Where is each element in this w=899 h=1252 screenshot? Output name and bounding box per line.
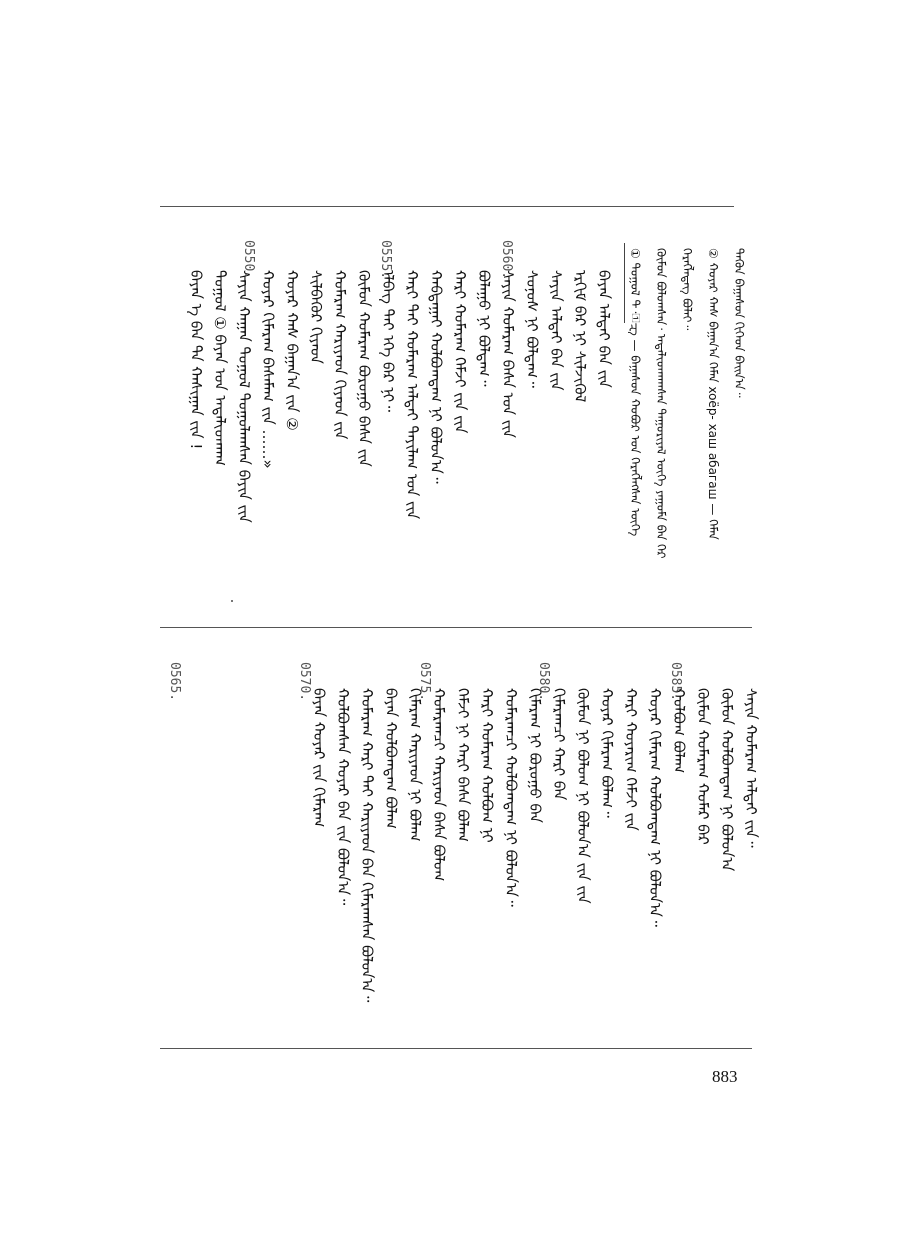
verse-line: ᠰᠠᠶᠢᠨ ᠠᠯᠲᠠᠶ ᠪᠠᠨ ᠵᠢᠨ	[547, 270, 565, 391]
line-number: 0570.	[297, 662, 312, 702]
verse-line: ᠰᠣᠨᠣᠰ ᠨᠢ ᠪᠣᠯᠳᠠᠭ᠃	[523, 270, 541, 388]
verse-line: ᠪᠠᠶᠠᠨ ᠠᠯᠲᠠᠶ ᠪᠠᠨ ᠵᠢᠨ	[595, 270, 613, 388]
verse-line: ᠬᠣᠶᠠᠷ ᠬᠢᠮᠠᠷᠠᠭ ᠪᠠᠰᠠᠮᠠᠭ ᠵᠢᠨ ……»	[259, 270, 277, 469]
verse-line: ᠬᠢᠮᠠᠷᠠᠭ ᠬᠠᠷᠢᠶᠠᠳ ᠨᠢ ᠪᠤᠯᠠᠭ	[406, 688, 424, 842]
verse-line: ᠬᠢᠮᠠᠷᠠᠭ ᠨᠢ ᠪᠣᠷᠣᠭᠤ ᠪᠡᠨ	[526, 688, 544, 823]
verse-line: ᠰᠢᠯᠪᠡᠭᠦᠷ ᠬᠢᠶᠠᠳ	[307, 270, 325, 364]
verse-line: ᠬᠤᠮᠠᠷᠠᠭ ᠬᠠᠷᠢᠶᠠᠳ ᠬᠢᠶᠠᠳ ᠵᠢᠨ	[331, 270, 349, 440]
verse-line: ᠬᠦᠮᠦᠨ ᠬᠤᠮᠠᠷᠠᠭ ᠬᠤᠮᠠᠷ ᠪᠡᠷ	[694, 688, 712, 845]
verse-line: ᠡᠯᠪᠡᠭ ᠲᠡᠶ ᠡᠬᠡ ᠪᠡᠷ ᠨᠢ᠃	[379, 270, 397, 413]
verse-line: ᠬᠤᠮᠠᠷᠠᠭᠴᠢ ᠬᠣᠯᠪᠣᠭᠳᠠᠭ ᠨᠢ ᠪᠣᠯᠣᠨ᠎ᠠ᠃	[502, 688, 520, 907]
verse-line: ᠬᠦᠮᠦᠨ ᠬᠣᠯᠪᠣᠭᠳᠠᠭ ᠨᠢ ᠪᠣᠯᠣᠨ᠎ᠠ	[718, 688, 736, 872]
line-number: 0580.	[536, 662, 551, 702]
section-divider	[160, 627, 752, 628]
footnote-line: ᠬᠡᠷᠡᠭᠯᠡᠳᠡᠭ ᠪᠣᠯᠠᠢ᠃	[680, 248, 694, 331]
verse-line: ᠬᠠᠷᠢ ᠬᠣᠶᠠᠷᠢᠭ ᠬᠡᠮᠵᠢ ᠵᠢᠨ	[622, 688, 640, 831]
line-number: 0575.	[417, 662, 432, 702]
verse-line: ᠬᠠᠷᠢ ᠬᠤᠮᠠᠷᠠᠭ ᠬᠡᠮᠵᠢ ᠶ᠋ᠢᠨ ᠵᠢᠨ	[451, 270, 469, 434]
verse-line: ᠰᠠᠶᠢᠨ ᠬᠤᠮᠠᠷᠠᠭ ᠠᠯᠲᠠᠶ ᠵᠢᠨ᠃	[742, 688, 760, 848]
footnote-line: ② ᠬᠣᠶᠠᠷ ᠬᠠᠰ ᠪᠠᠭᠠᠨ᠎ᠠ ᠬᠡᠮᠡᠨ xoёр- xaш aбaгaш — ᠬᠡᠮᠡᠨ	[706, 248, 720, 540]
footnote-line: ᠬᠦᠮᠦᠨ ᠪᠣᠯᠣᠭᠰᠠᠨ᠂ ᠠᠳᠠᠯᠢᠳᠬᠠᠭᠰᠠᠨ ᠳᠠᠭᠤᠷᠢᠶᠠᠯ ᠦᠭᠡ ᠶᠠᠭᠤᠮᠠ ᠪᠠᠨ ᠭᠡᠷ	[654, 248, 668, 559]
verse-line: ᠬᠢᠮᠠᠷᠠᠭᠴᠢ ᠬᠠᠷᠢ ᠪᠡᠨ	[550, 688, 568, 801]
verse-line: ᠬᠦᠮᠦᠨ ᠬᠤᠮᠠᠷᠠᠭ ᠪᠣᠷᠣᠭᠤ ᠪᠠᠰᠠ ᠵᠢᠨ	[355, 270, 373, 467]
verse-line: ᠰᠠᠶᠢᠨ ᠬᠠᠭᠠᠨ ᠲᠣᠭᠣᠯ ᠲᠣᠭᠣᠯᠠᠭᠰᠠᠨ ᠪᠠᠶᠢᠨ ᠵᠢᠨ	[235, 270, 253, 523]
footnote-line: ᠲᠡᠭᠦᠨ ᠪᠠᠭᠠᠰᠤᠨ ᠬᠢᠭᠡᠳ ᠪᠠᠢ᠌ᠨ᠎ᠠ᠃	[732, 248, 746, 398]
footer-rule	[160, 1048, 752, 1049]
verse-line: ᠲᠣᠭᠣᠯ ① ᠪᠠᠶᠠᠨ ᠤᠨ ᠠᠳᠠᠯᠢᠳᠬᠠᠭ	[211, 270, 229, 466]
verse-line: ᠬᠤᠮᠠᠷᠠᠭ ᠬᠠᠷᠢ ᠲᠡᠶ ᠬᠠᠷᠢᠶᠠᠳ ᠪᠡᠨ ᠬᠢᠮᠠᠷᠠᠭᠰᠠᠨ ᠪᠣᠯᠣᠨ᠎ᠠ᠃	[358, 688, 376, 1003]
line-number: 0555.	[378, 240, 393, 280]
verse-line: ᠬᠦᠮᠦᠨ ᠨᠢ ᠪᠣᠯᠣᠭ ᠨᠢ ᠪᠣᠯᠣᠨ᠎ᠠ ᠵᠢᠨ ᠵᠢᠨ	[574, 688, 592, 904]
verse-line: ᠬᠣᠶᠠᠷ ᠬᠢᠮᠠᠷᠠᠭ ᠬᠣᠯᠪᠣᠭᠳᠠᠭ ᠨᠢ ᠪᠣᠯᠣᠨ᠎ᠠ᠃	[646, 688, 664, 927]
verse-line: ᠪᠠᠶᠠᠨ ᠡ ᠪᠡᠨ ᠲᠠ ᠬᠠᠰᠢᠭᠠᠨ ᠵᠢᠨ !	[187, 270, 205, 450]
header-rule	[160, 206, 734, 207]
line-number: 0550.	[241, 240, 256, 280]
speck	[231, 600, 233, 602]
line-number: 0565.	[167, 662, 182, 702]
verse-line: ᠬᠣᠶᠠᠷ ᠬᠠᠰ ᠪᠠᠭᠠᠨ᠎ᠠ ᠵᠢᠨ ②	[283, 270, 301, 431]
verse-line: ᠡᠷᠬᠢᠮ ᠪᠡᠷ ᠨᠢ ᠰᠢᠯᠵᠢᠭᠦᠯ	[571, 270, 589, 403]
line-number: 0560.	[499, 240, 514, 280]
verse-line: ᠬᠣᠶᠠᠷ ᠬᠢᠮᠠᠷᠠᠭ ᠪᠤᠯᠠᠭ᠃	[598, 688, 616, 818]
verse-line: ᠬᠠᠷᠢ ᠲᠡᠶ ᠬᠤᠮᠠᠷᠠᠭ ᠠᠯᠲᠠᠶ ᠲᠠᠶᠢᠯᠠᠭ ᠤᠨ ᠵᠢᠨ	[403, 270, 421, 520]
verse-line: ᠬᠣᠯᠪᠣᠭᠰᠠᠨ ᠬᠣᠶᠠᠷ ᠪᠠᠨ ᠵᠢᠨ ᠪᠣᠯᠣᠨ᠎ᠠ᠃	[334, 688, 352, 906]
verse-line: ᠪᠤᠯᠠᠭᠤ ᠨᠢ ᠪᠣᠯᠳᠠᠭ᠃	[475, 270, 493, 387]
verse-line: ᠪᠠᠶᠠᠨ ᠬᠣᠯᠪᠣᠭᠳᠠᠭ ᠪᠤᠯᠠᠭ	[382, 688, 400, 829]
verse-line: ᠬᠠᠷᠢ ᠬᠤᠮᠠᠷᠠᠭ ᠬᠣᠯᠪᠣᠭ ᠨᠢ	[478, 688, 496, 843]
verse-line: ᠬᠠᠪᠲᠠᠭᠠᠶ ᠬᠣᠯᠪᠣᠭᠳᠠᠭ ᠨᠢ ᠪᠣᠯᠣᠨ᠎ᠠ᠃	[427, 270, 445, 484]
verse-line: ᠬᠡᠮᠵᠢ ᠨᠢ ᠬᠠᠷᠢ ᠪᠠᠰᠠ ᠪᠤᠯᠠᠭ	[454, 688, 472, 842]
verse-line: ᠬᠣᠯᠪᠣᠭ ᠪᠤᠯᠠᠭ	[670, 688, 688, 774]
verse-line: ᠰᠠᠶᠢᠨ ᠬᠤᠮᠠᠷᠠᠭ ᠪᠠᠰᠠ ᠤᠨ ᠵᠢᠨ	[499, 270, 517, 438]
page-number: 883	[712, 1067, 738, 1086]
verse-line: ᠪᠠᠶᠠᠨ ᠬᠣᠶᠠᠷ ᠵᠢᠨ ᠬᠢᠮᠠᠷᠠᠭ	[310, 688, 328, 828]
footnote-separator	[624, 243, 625, 323]
footnote-line: ① ᠲᠣᠭᠣᠯ ᠲ᠂᠋ᠽᠠ᠋ — ᠪᠠᠭᠠᠰᠤᠨ ᠬᠣᠪᠣᠷ ᠤᠨ ᠬᠡᠷᠡᠭᠯᠡᠭᠰᠡᠨ ᠦᠭᠡ	[628, 248, 642, 537]
verse-line: ᠬᠤᠮᠠᠷᠠᠭᠴᠢ ᠬᠠᠷᠢᠶᠠᠳ ᠪᠠᠰᠠ ᠪᠣᠯᠣᠭ	[430, 688, 448, 882]
line-number: 0585.	[668, 662, 683, 702]
